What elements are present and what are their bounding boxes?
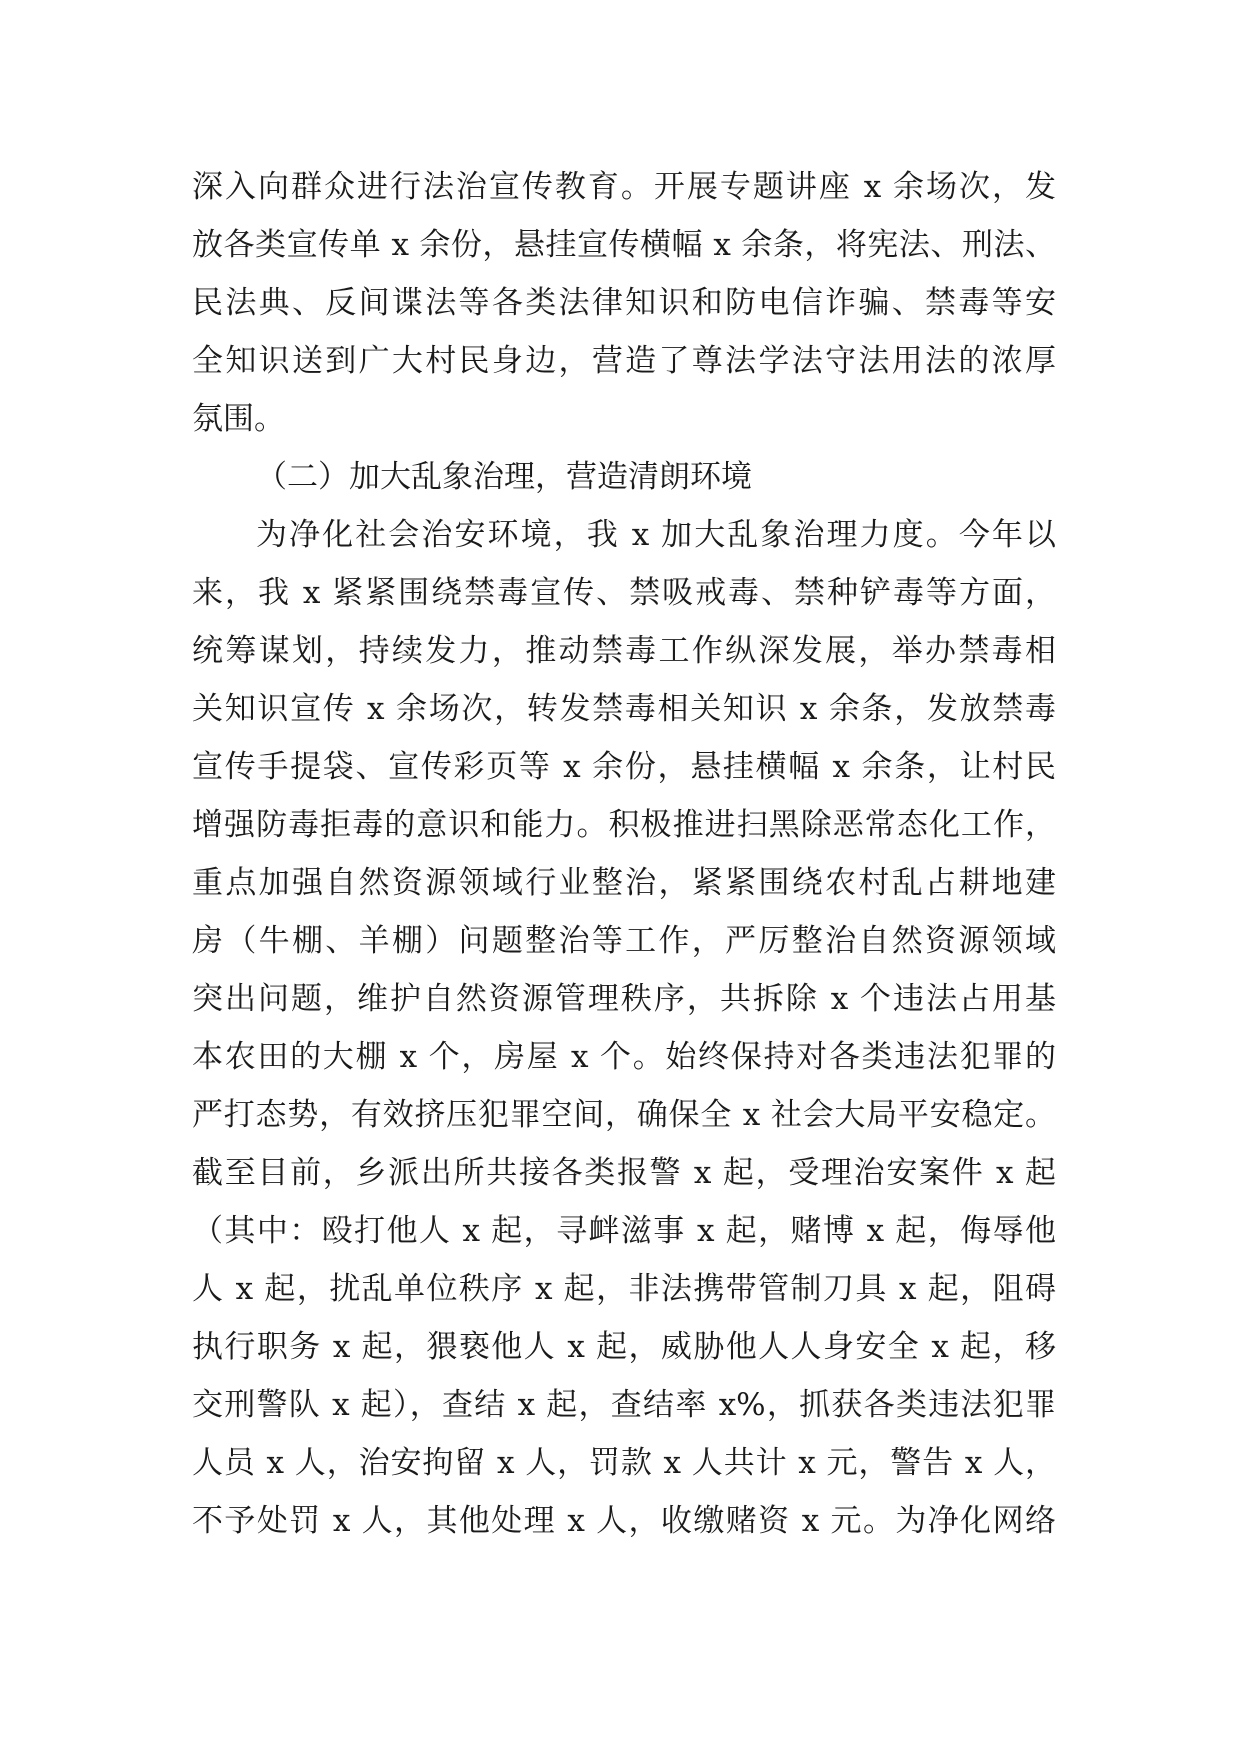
section-heading: （二）加大乱象治理，营造清朗环境 — [256, 459, 752, 495]
text-line: 氛围。 — [192, 401, 285, 437]
text-line: 来，我 x 紧紧围绕禁毒宣传、禁吸戒毒、禁种铲毒等方面， — [192, 575, 1056, 611]
text-line: 房（牛棚、羊棚）问题整治等工作，严厉整治自然资源领域 — [192, 923, 1056, 959]
text-line: 深入向群众进行法治宣传教育。开展专题讲座 x 余场次，发 — [192, 169, 1056, 205]
text-line: 突出问题，维护自然资源管理秩序，共拆除 x 个违法占用基 — [192, 981, 1056, 1017]
text-line: 统筹谋划，持续发力，推动禁毒工作纵深发展，举办禁毒相 — [192, 633, 1056, 669]
text-line: 执行职务 x 起，猥亵他人 x 起，威胁他人人身安全 x 起，移 — [192, 1329, 1056, 1365]
text-line: 宣传手提袋、宣传彩页等 x 余份，悬挂横幅 x 余条，让村民 — [192, 749, 1056, 785]
text-line: 人 x 起，扰乱单位秩序 x 起，非法携带管制刀具 x 起，阻碍 — [192, 1271, 1056, 1307]
text-line: 人员 x 人，治安拘留 x 人，罚款 x 人共计 x 元，警告 x 人， — [192, 1445, 1056, 1481]
text-line: 民法典、反间谍法等各类法律知识和防电信诈骗、禁毒等安 — [192, 285, 1056, 321]
text-line: 本农田的大棚 x 个，房屋 x 个。始终保持对各类违法犯罪的 — [192, 1039, 1056, 1075]
text-line: 重点加强自然资源领域行业整治，紧紧围绕农村乱占耕地建 — [192, 865, 1056, 901]
text-line: 增强防毒拒毒的意识和能力。积极推进扫黑除恶常态化工作， — [192, 807, 1056, 843]
text-line: 截至目前，乡派出所共接各类报警 x 起，受理治安案件 x 起 — [192, 1155, 1056, 1191]
text-line: （其中：殴打他人 x 起，寻衅滋事 x 起，赌博 x 起，侮辱他 — [192, 1213, 1056, 1249]
text-line: 不予处罚 x 人，其他处理 x 人，收缴赌资 x 元。为净化网络 — [192, 1503, 1056, 1539]
text-line: 严打态势，有效挤压犯罪空间，确保全 x 社会大局平安稳定。 — [192, 1097, 1056, 1133]
text-line: 交刑警队 x 起），查结 x 起，查结率 x%，抓获各类违法犯罪 — [192, 1387, 1056, 1423]
text-line: 全知识送到广大村民身边，营造了尊法学法守法用法的浓厚 — [192, 343, 1056, 379]
text-line: 关知识宣传 x 余场次，转发禁毒相关知识 x 余条，发放禁毒 — [192, 691, 1056, 727]
document-body — [192, 158, 1056, 1550]
paragraph-first-line: 为净化社会治安环境，我 x 加大乱象治理力度。今年以 — [256, 517, 1056, 553]
text-line: 放各类宣传单 x 余份，悬挂宣传横幅 x 余条，将宪法、刑法、 — [192, 227, 1056, 263]
